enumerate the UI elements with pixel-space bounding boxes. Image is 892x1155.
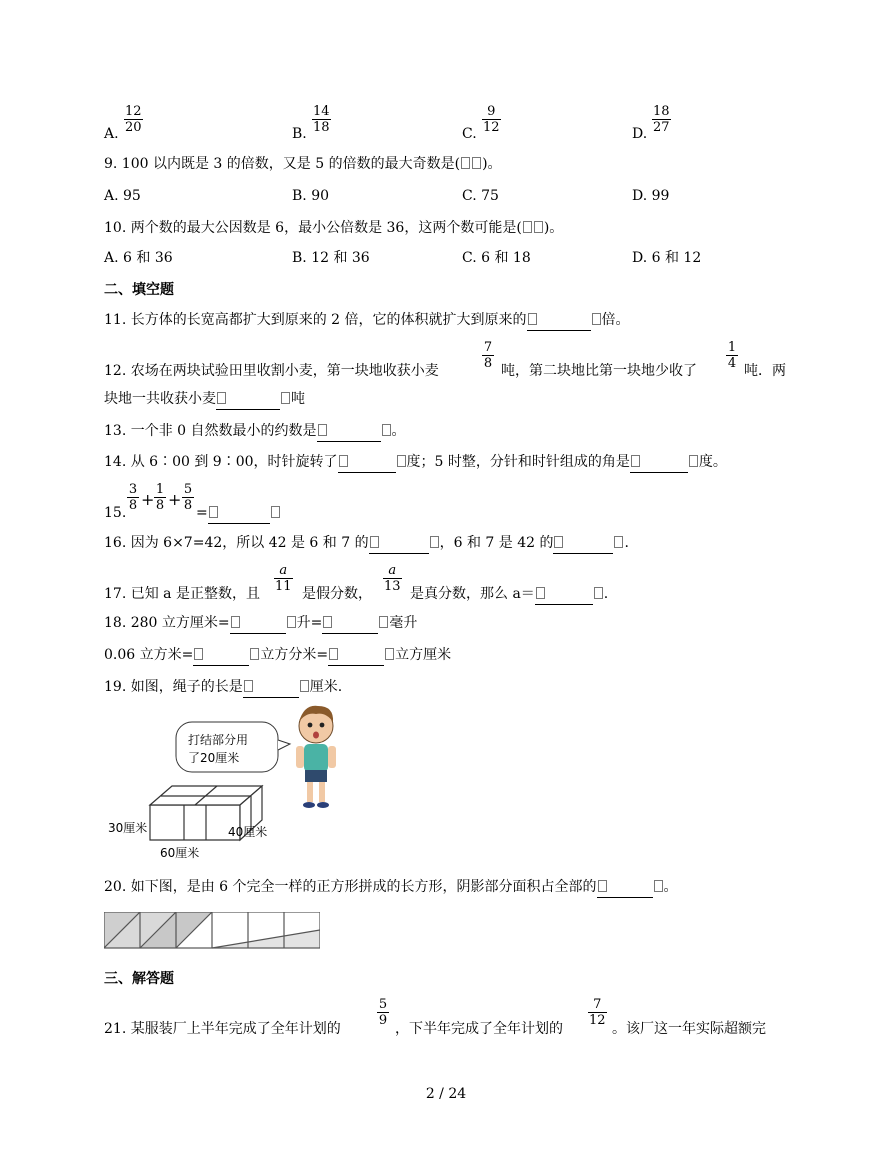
dimension-height-label: 30厘米: [108, 821, 148, 835]
q15-fraction-5-8: [182, 482, 194, 513]
fraction-numerator: 5: [378, 997, 388, 1012]
question-18-line2-after: 立方厘米: [395, 647, 452, 663]
question-9-text: 9. 100 以内既是 3 的倍数，又是 5 的倍数的最大奇数是(: [104, 156, 461, 172]
question-17-after: .: [603, 586, 609, 602]
q10-option-c: C. 6 和 18: [462, 250, 531, 266]
fraction-numerator: 3: [128, 482, 138, 497]
question-21-part1: 21. 某服装厂上半年完成了全年计划的: [104, 1021, 341, 1037]
question-10: [104, 218, 563, 238]
q9-option-b: B. 90: [292, 188, 330, 204]
fraction-numerator: 14: [313, 104, 330, 119]
question-21-part2: ，下半年完成了全年计划的: [395, 1021, 563, 1037]
answer-blank[interactable]: [597, 877, 653, 898]
q21-fraction-7-12: [588, 997, 607, 1028]
fraction-numerator: a: [388, 563, 397, 578]
q8-option-c-label: C.: [462, 126, 477, 142]
boy-illustration: [296, 706, 336, 808]
section-heading-fill-in: 二、填空题: [104, 282, 174, 298]
fraction-denominator: 9: [378, 1013, 388, 1028]
equals-sign: =: [196, 505, 208, 521]
question-20-after: 。: [663, 879, 678, 895]
fraction-denominator: 12: [589, 1013, 606, 1028]
question-15-label: 15.: [104, 505, 127, 521]
fraction-denominator: 4: [727, 356, 737, 371]
question-13: [104, 421, 406, 442]
question-14: [104, 452, 727, 473]
question-19: [104, 677, 342, 698]
question-12-line2-text: 块地一共收获小麦: [104, 391, 216, 407]
question-18-line1: [104, 613, 417, 634]
q8-option-c-fraction: [482, 104, 501, 135]
plus-sign: +: [141, 490, 155, 509]
fraction-numerator: 5: [183, 482, 193, 497]
fraction-denominator: 27: [653, 120, 670, 135]
fraction-numerator: 7: [483, 340, 493, 355]
q12-fraction-1-4: [726, 340, 738, 371]
question-13-after: 。: [391, 423, 406, 439]
question-11-after: 倍。: [601, 312, 630, 328]
rope-box-figure: [104, 700, 354, 865]
fraction-denominator: 20: [125, 120, 142, 135]
q8-option-b-fraction: [312, 104, 331, 135]
question-20-text: 20. 如下图，是由 6 个完全一样的正方形拼成的长方形，阴影部分面积占全部的: [104, 879, 597, 895]
fraction-denominator: 8: [183, 498, 193, 513]
answer-blank[interactable]: [193, 645, 249, 666]
q9-option-d: D. 99: [632, 188, 670, 204]
answer-blank[interactable]: [328, 645, 384, 666]
question-15-answer: [196, 503, 281, 524]
question-13-text: 13. 一个非 0 自然数最小的约数是: [104, 423, 317, 439]
question-18-text: 18. 280 立方厘米=: [104, 615, 230, 631]
q9-option-a: A. 95: [104, 188, 141, 204]
question-17-part1: 17. 已知 a 是正整数，且: [104, 586, 260, 602]
fraction-denominator: 13: [384, 579, 401, 594]
q8-option-a-label: A.: [104, 126, 119, 142]
question-17-part3: [410, 584, 608, 605]
question-14-mid: 度；5 时整，分针和时针组成的角是: [406, 454, 630, 470]
answer-blank[interactable]: [553, 533, 613, 554]
section-heading-answers: 三、解答题: [104, 971, 174, 987]
answer-blank[interactable]: [322, 613, 378, 634]
fraction-numerator: 1: [727, 340, 737, 355]
question-14-after: 度。: [698, 454, 727, 470]
fraction-numerator: 18: [653, 104, 670, 119]
q15-fraction-3-8: [127, 482, 139, 513]
question-12-line2-after: 吨: [291, 391, 305, 407]
answer-blank[interactable]: [338, 452, 396, 473]
question-19-after: 厘米.: [309, 679, 343, 695]
dimension-width-label: 40厘米: [228, 825, 268, 839]
question-11-text: 11. 长方体的长宽高都扩大到原来的 2 倍，它的体积就扩大到原来的: [104, 312, 527, 328]
answer-blank[interactable]: [208, 503, 270, 524]
fraction-denominator: 11: [275, 579, 292, 594]
q17-fraction-a-13: [383, 563, 402, 594]
fraction-numerator: 9: [487, 104, 496, 119]
question-12-part1: 12. 农场在两块试验田里收割小麦，第一块地收获小麦: [104, 363, 439, 379]
answer-blank[interactable]: [535, 584, 593, 605]
answer-blank[interactable]: [243, 677, 299, 698]
bubble-text-line1: 打结部分用: [188, 733, 249, 747]
bubble-text-line2: 了20厘米: [188, 751, 240, 765]
question-18-line2-mid: 立方分米=: [260, 647, 329, 663]
answer-blank[interactable]: [369, 533, 429, 554]
q10-option-d: D. 6 和 12: [632, 250, 702, 266]
question-16-after: .: [624, 535, 629, 551]
question-9-close: )。: [482, 156, 502, 172]
q17-fraction-a-11: [274, 563, 293, 594]
question-16: [104, 533, 629, 554]
question-10-text: 10. 两个数的最大公因数是 6，最小公倍数是 36，这两个数可能是(: [104, 220, 522, 236]
answer-blank[interactable]: [230, 613, 286, 634]
question-12-part3: 吨．两: [744, 363, 786, 379]
q8-option-b-label: B.: [292, 126, 307, 142]
fraction-denominator: 8: [483, 356, 493, 371]
fraction-numerator: a: [279, 563, 288, 578]
question-18-after: 毫升: [389, 615, 418, 631]
fraction-denominator: 8: [155, 498, 165, 513]
fraction-denominator: 12: [483, 120, 500, 135]
dimension-length-label: 60厘米: [160, 846, 200, 860]
fraction-numerator: 1: [155, 482, 165, 497]
question-20: [104, 877, 678, 898]
question-16-text: 16. 因为 6×7=42，所以 42 是 6 和 7 的: [104, 535, 369, 551]
q8-option-d-fraction: [652, 104, 671, 135]
q8-option-d-label: D.: [632, 126, 648, 142]
question-10-close: )。: [543, 220, 564, 236]
q9-option-c: C. 75: [462, 188, 499, 204]
question-19-text: 19. 如图，绳子的长是: [104, 679, 243, 695]
question-17-text: 是真分数，那么 a＝: [410, 586, 535, 602]
answer-blank[interactable]: [317, 421, 381, 442]
question-16-mid: ，6 和 7 是 42 的: [439, 535, 554, 551]
q10-option-a: A. 6 和 36: [104, 250, 173, 266]
question-21-part3: 。该厂这一年实际超额完: [612, 1021, 766, 1037]
page-number: 2 / 24: [425, 1086, 467, 1102]
fraction-numerator: 12: [125, 104, 142, 119]
question-9: [104, 154, 502, 174]
fraction-numerator: 7: [593, 997, 602, 1012]
q8-option-a-fraction: [124, 104, 143, 135]
question-14-text: 14. 从 6∶00 到 9∶00，时针旋转了: [104, 454, 338, 470]
fraction-denominator: 8: [128, 498, 138, 513]
question-18-line2-text: 0.06 立方米=: [104, 647, 194, 663]
answer-blank[interactable]: [216, 389, 280, 410]
q10-option-b: B. 12 和 36: [292, 250, 370, 266]
q15-fraction-1-8: [154, 482, 166, 513]
q12-fraction-7-8: [482, 340, 494, 371]
question-17-part2: 是假分数，: [302, 586, 372, 602]
six-squares-figure: [104, 912, 320, 952]
answer-blank[interactable]: [630, 452, 688, 473]
question-18-line2: [104, 645, 451, 666]
question-12-line2: [104, 389, 305, 410]
question-18-mid: 升=: [296, 615, 323, 631]
answer-blank[interactable]: [527, 310, 591, 331]
plus-sign: +: [168, 490, 182, 509]
question-11: [104, 310, 630, 331]
question-12-part2: 吨，第二块地比第一块地少收了: [501, 363, 697, 379]
q21-fraction-5-9: [377, 997, 389, 1028]
fraction-denominator: 18: [313, 120, 330, 135]
